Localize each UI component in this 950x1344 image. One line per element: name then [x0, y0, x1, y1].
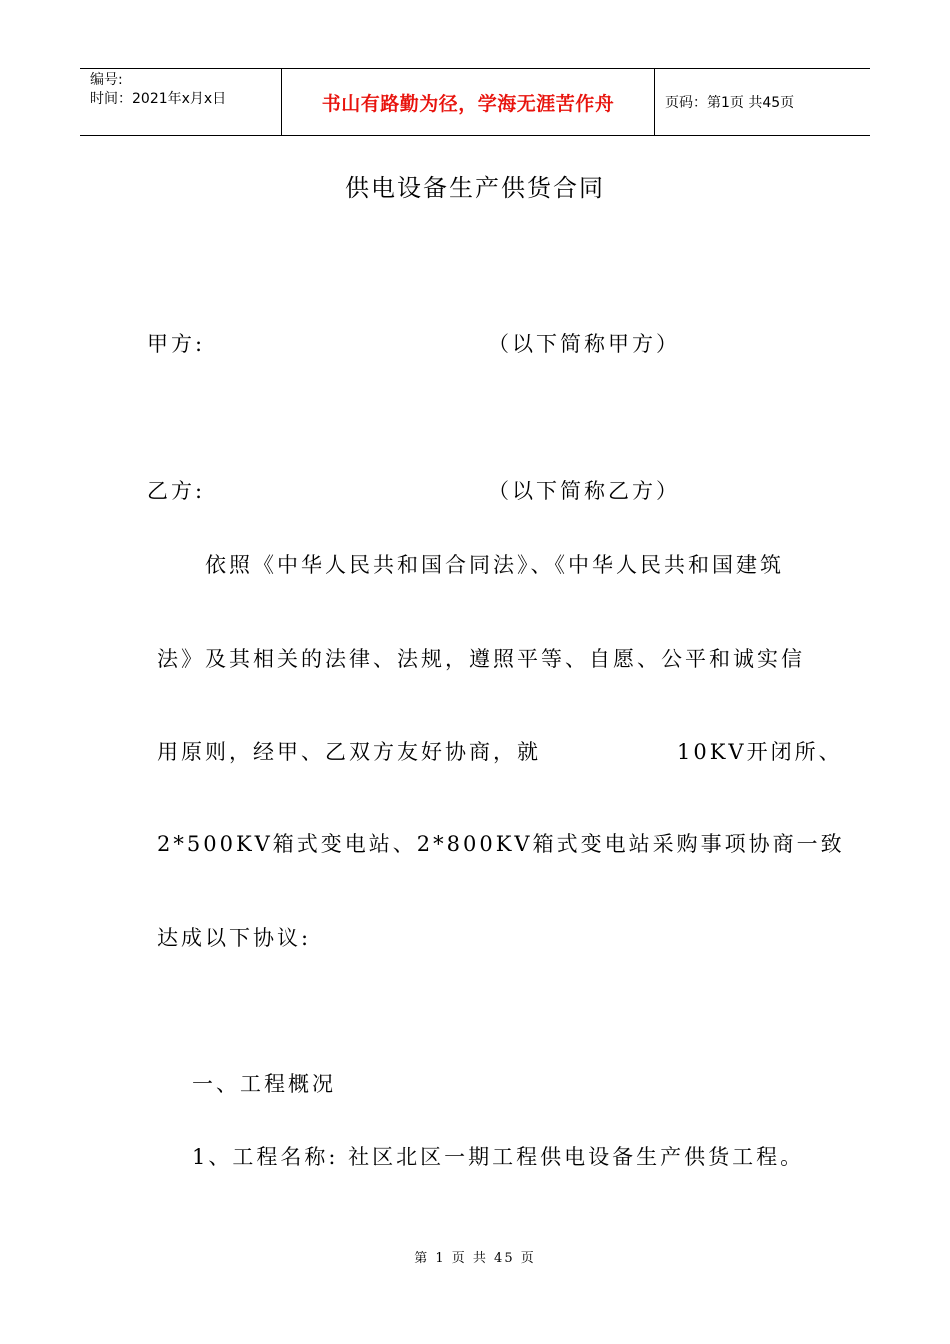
header-page-cell [655, 69, 870, 135]
paragraph-line-2: 法》及其相关的法律、法规，遵照平等、自愿、公平和诚实信 [157, 647, 805, 671]
paragraph-line-3-tail: 10KV开闭所、 [677, 740, 843, 764]
paragraph-line-1: 依照《中华人民共和国合同法》、《中华人民共和国建筑 [205, 553, 784, 577]
party-b-note: （以下简称乙方） [488, 479, 680, 503]
document-date: 时间：2021年x月x日 [90, 91, 227, 107]
document-title: 供电设备生产供货合同 [345, 174, 605, 202]
party-b-label: 乙方: [147, 479, 206, 503]
paragraph-line-3: 用原则，经甲、乙双方友好协商，就 [157, 740, 541, 764]
party-a-note: （以下简称甲方） [488, 332, 680, 356]
paragraph-line-5: 达成以下协议: [157, 926, 312, 950]
section-heading: 一、工程概况 [192, 1072, 336, 1096]
header-motto-cell [282, 69, 655, 135]
page-header [80, 68, 870, 136]
header-motto: 书山有路勤为径，学海无涯苦作舟 [321, 92, 615, 115]
header-page-code: 页码：第1页 共45页 [665, 95, 795, 111]
paragraph-line-4: 2*500KV箱式变电站、2*800KV箱式变电站采购事项协商一致 [157, 832, 845, 856]
document-number-label: 编号: [90, 72, 123, 88]
page-footer: 第 1 页 共 45 页 [414, 1251, 536, 1266]
header-meta [80, 69, 282, 135]
section-item-1: 1、工程名称: 社区北区一期工程供电设备生产供货工程。 [192, 1145, 805, 1169]
party-a-label: 甲方: [147, 332, 206, 356]
